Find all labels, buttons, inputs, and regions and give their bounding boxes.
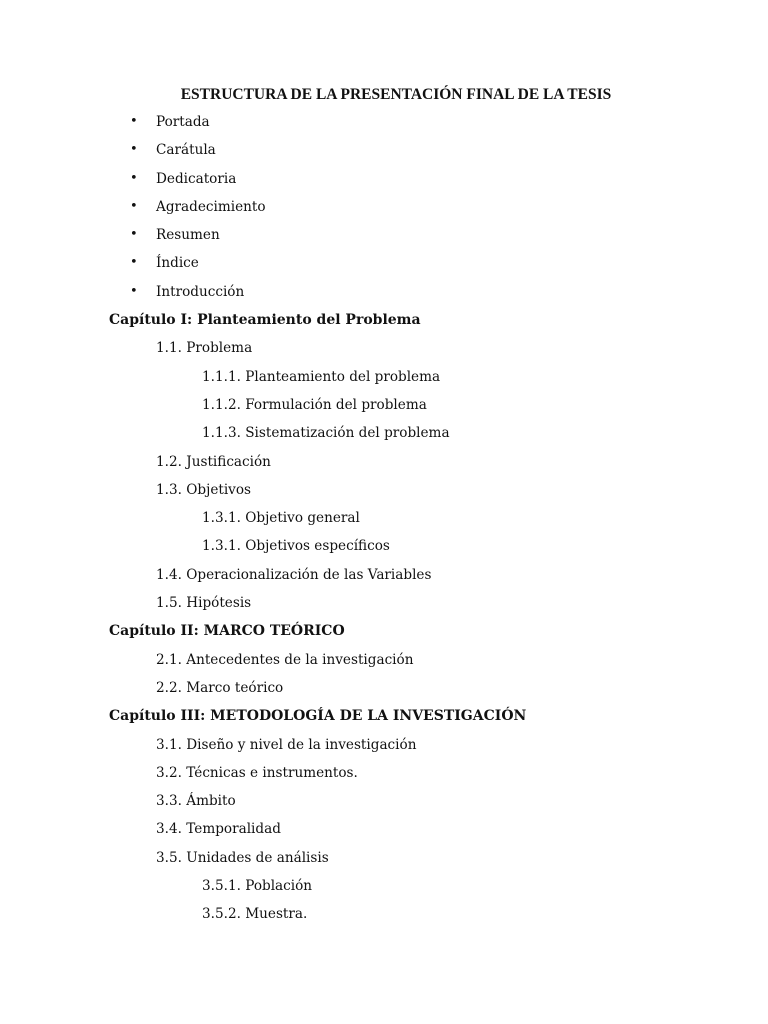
section-item <box>0 646 768 674</box>
subsection-item <box>0 532 768 560</box>
outline-item-text: 1.3.1. Objetivos específicos <box>202 538 390 555</box>
outline-item-text: Capítulo I: Planteamiento del Problema <box>109 312 421 329</box>
outline-item-text: Dedicatoria <box>156 170 237 187</box>
bullet-item <box>0 249 768 277</box>
outline-item-text: 1.3. Objetivos <box>156 481 252 498</box>
outline-item-text: 1.4. Operacionalización de las Variables <box>156 566 432 583</box>
outline-item-text: 3.5. Unidades de análisis <box>156 849 329 866</box>
chapter-heading <box>0 617 768 645</box>
outline-item-text: 3.3. Ámbito <box>156 793 236 810</box>
outline-item-text: 1.1.3. Sistematización del problema <box>202 425 450 442</box>
outline-item-text: 1.1.2. Formulación del problema <box>202 396 427 413</box>
section-item <box>0 476 768 504</box>
outline-item-text: Agradecimiento <box>156 198 266 215</box>
bullet-icon: • <box>130 227 138 243</box>
bullet-item <box>0 193 768 221</box>
subsection-item <box>0 900 768 928</box>
outline-item-text: 3.1. Diseño y nivel de la investigación <box>156 736 417 753</box>
document-title: ESTRUCTURA DE LA PRESENTACIÓN FINAL DE LA TESIS <box>180 86 612 103</box>
section-item <box>0 589 768 617</box>
outline-item-text: 1.1.1. Planteamiento del problema <box>202 368 441 385</box>
section-item <box>0 674 768 702</box>
outline-item-text: 3.5.2. Muestra. <box>202 906 308 923</box>
thesis-outline <box>0 108 768 929</box>
bullet-icon: • <box>130 170 138 186</box>
outline-item-text: 1.3.1. Objetivo general <box>202 510 360 527</box>
bullet-item <box>0 278 768 306</box>
section-item <box>0 448 768 476</box>
section-item <box>0 759 768 787</box>
outline-item-text: 1.5. Hipótesis <box>156 595 252 612</box>
bullet-icon: • <box>130 198 138 214</box>
outline-item-text: 2.2. Marco teórico <box>156 679 284 696</box>
section-item <box>0 731 768 759</box>
outline-item-text: Portada <box>156 114 210 130</box>
outline-item-text: Capítulo II: MARCO TEÓRICO <box>109 623 345 640</box>
subsection-item <box>0 419 768 447</box>
bullet-icon: • <box>130 114 138 129</box>
chapter-heading <box>0 306 768 334</box>
outline-item-text: 1.1. Problema <box>156 340 253 357</box>
outline-item-text: Índice <box>156 255 199 272</box>
bullet-icon: • <box>130 142 138 158</box>
outline-item-text: 3.2. Técnicas e instrumentos. <box>156 764 358 781</box>
section-item <box>0 815 768 843</box>
subsection-item <box>0 504 768 532</box>
bullet-item <box>0 136 768 164</box>
bullet-icon: • <box>130 255 138 271</box>
bullet-item <box>0 165 768 193</box>
bullet-item <box>0 108 768 136</box>
bullet-item <box>0 221 768 249</box>
outline-item-text: Capítulo III: METODOLOGÍA DE LA INVESTIGACIÓN <box>109 708 527 725</box>
subsection-item <box>0 391 768 419</box>
outline-item-text: 3.5.1. Población <box>202 878 313 895</box>
section-item <box>0 844 768 872</box>
outline-item-text: Carátula <box>156 142 216 159</box>
outline-item-text: Introducción <box>156 283 245 300</box>
section-item <box>0 334 768 362</box>
outline-item-text: 3.4. Temporalidad <box>156 821 281 838</box>
bullet-icon: • <box>130 283 138 299</box>
outline-item-text: 2.1. Antecedentes de la investigación <box>156 651 414 668</box>
section-item <box>0 787 768 815</box>
subsection-item <box>0 872 768 900</box>
outline-item-text: 1.2. Justificación <box>156 453 271 470</box>
outline-item-text: Resumen <box>156 227 220 244</box>
subsection-item <box>0 363 768 391</box>
chapter-heading <box>0 702 768 730</box>
section-item <box>0 561 768 589</box>
